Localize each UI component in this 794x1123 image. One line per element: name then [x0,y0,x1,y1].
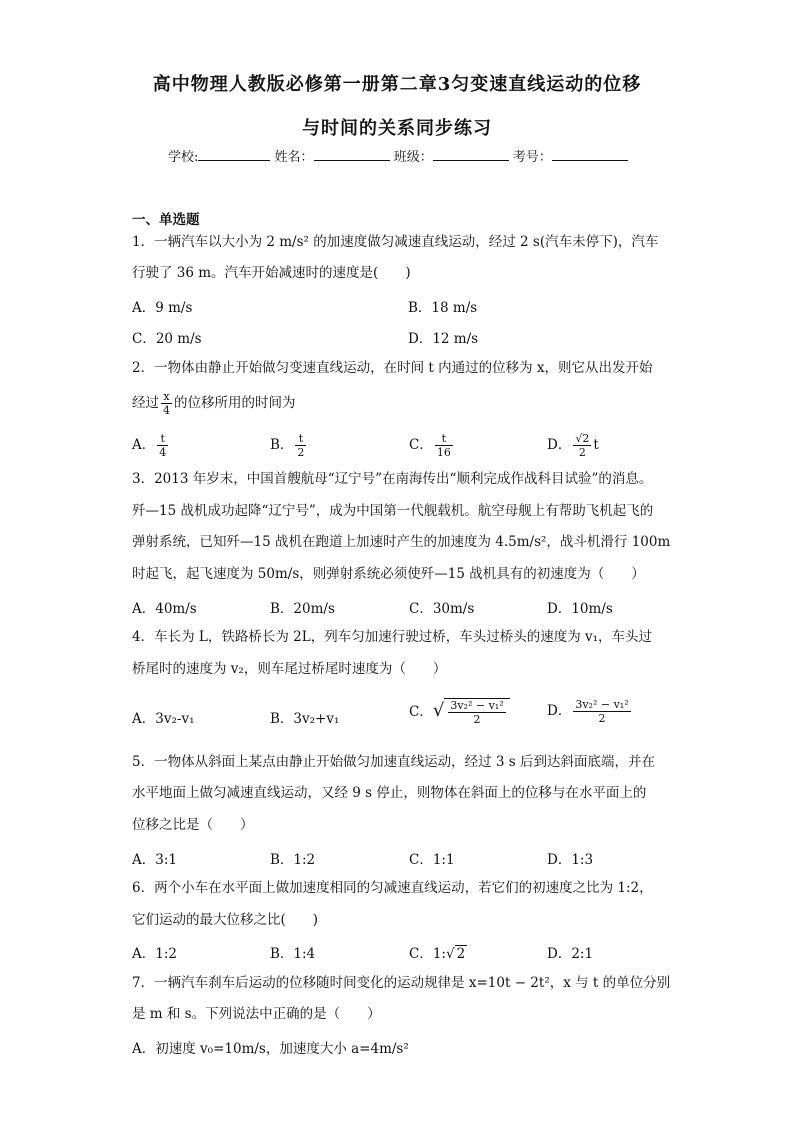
q4-d-frac [573,698,630,725]
q6-option-c [409,942,467,962]
q6-line2: 它们运动的最大位移之比( ) [132,912,319,928]
q4-c-radical-icon: √ [432,700,445,721]
class-label: 班级： [393,150,433,165]
q1-line2: 行驶了 36 m。汽车开始减速时的速度是( ) [132,265,411,281]
q2-a-num: t [157,432,168,446]
q4-line1: 4．车长为 L，铁路桥长为 2L，列车匀加速行驶过桥，车头过桥头的速度为 v₁，车头过 [132,629,653,645]
q2-b-num: t [295,432,306,446]
q2-a-den: 4 [159,446,167,459]
section-heading: 一、单选题 [132,212,200,228]
q2-d-frac [573,432,591,459]
q2-option-d [547,432,599,459]
q2-line2 [132,390,296,417]
q6-c-radicand: 2 [456,946,466,962]
q2-frac-num: x [161,390,172,404]
q6-line1: 6．两个小车在水平面上做加速度相同的匀减速直线运动，若它们的初速度之比为 1:2， [132,880,653,896]
q2-fraction [161,390,172,417]
q4-c-radicand [444,698,509,726]
q2-b-den: 2 [297,446,305,459]
q7-line1: 7．一辆汽车刹车后运动的位移随时间变化的运动规律是 x=10t − 2t²，x 与 t 的单位分别 [132,975,671,991]
q2-b-label: B． [270,437,294,453]
q7-line2: 是 m 和 s。下列说法中正确的是（ ） [132,1006,381,1022]
q4-option-c [409,698,510,726]
q5-option-b: B．1:2 [270,852,316,868]
class-blank[interactable] [433,148,509,161]
q1-option-d: D．12 m/s [408,331,479,347]
q4-c-label: C． [409,704,433,720]
q4-d-num: 3v₂² − v₁² [575,698,629,711]
student-info-fields [168,146,628,165]
school-label: 学校: [168,150,199,165]
q4-option-a: A．3v₂-v₁ [132,711,195,727]
q4-d-label: D． [547,703,572,719]
q2-b-frac [295,432,306,459]
number-label: 考号： [512,150,552,165]
q3-option-b: B．20m/s [270,601,335,617]
page-title-line2: 与时间的关系同步练习 [302,118,492,139]
q5-option-a: A．3:1 [132,852,177,868]
page-title-line1: 高中物理人教版必修第一册第二章3匀变速直线运动的位移 [152,74,642,95]
q2-c-num: t [435,432,453,446]
school-blank[interactable] [198,148,270,161]
q4-c-den: 2 [473,713,481,726]
q3-option-d: D．10m/s [547,601,613,617]
q4-line2: 桥尾时的速度为 v₂，则车尾过桥尾时速度为（ ） [132,661,447,677]
q6-option-a: A．1:2 [132,946,177,962]
q3-option-a: A．40m/s [132,601,197,617]
q2-frac-den: 4 [163,404,170,417]
q2-line2-pre: 经过 [132,395,159,411]
q4-c-num: 3v₂² − v₁² [450,699,504,712]
q2-d-label: D． [547,437,572,453]
q2-d-post: t [593,437,599,453]
q2-line2-post: 的位移所用的时间为 [174,395,296,411]
q4-option-d [547,698,633,725]
q2-d-den: 2 [578,446,586,459]
q5-option-d: D．1:3 [547,852,594,868]
q5-line2: 水平地面上做匀减速直线运动，又经 9 s 停止，则物体在斜面上的位移与在水平面上的 [132,785,647,801]
q2-a-label: A． [132,437,156,453]
q5-line1: 5．一物体从斜面上某点由静止开始做匀加速直线运动，经过 3 s 后到达斜面底端，并在 [132,754,655,770]
q2-line1: 2．一物体由静止开始做匀变速直线运动，在时间 t 内通过的位移为 x，则它从出发开始 [132,360,653,376]
q2-option-a [132,432,170,459]
q2-option-b [270,432,308,459]
q2-c-frac [435,432,453,459]
name-blank[interactable] [314,148,390,161]
q3-line1: 3．2013 年岁末，中国首艘航母“辽宁号”在南海传出“顺利完成作战科目试验”的消息。 [132,471,653,487]
q5-option-c: C．1:1 [409,852,455,868]
q2-a-frac [157,432,168,459]
q6-c-radical-icon: √ [445,946,455,962]
q2-option-c [409,432,455,459]
q6-option-b: B．1:4 [270,946,316,962]
q3-option-c: C．30m/s [409,601,475,617]
q4-option-b: B．3v₂+v₁ [270,711,340,727]
q2-c-label: C． [409,437,433,453]
q6-c-label: C．1: [409,946,446,962]
q2-d-num: √2 [575,432,590,445]
q1-option-c: C．20 m/s [132,331,202,347]
q2-c-den: 16 [436,446,451,459]
q3-line2: 歼—15 战机成功起降“辽宁号”，成为中国第一代舰载机。航空母舰上有帮助飞机起飞的 [132,503,654,519]
q4-c-frac [448,699,505,726]
q1-option-b: B．18 m/s [408,300,478,316]
q6-option-d: D．2:1 [547,946,594,962]
name-label: 姓名： [274,150,314,165]
q1-option-a: A．9 m/s [132,300,193,316]
number-blank[interactable] [552,148,628,161]
q4-d-den: 2 [598,712,606,725]
q5-line3: 位移之比是（ ） [132,817,254,833]
q7-option-a: A．初速度 v₀=10m/s，加速度大小 a=4m/s² [132,1041,409,1057]
q3-line3: 弹射系统，已知歼—15 战机在跑道上加速时产生的加速度为 4.5m/s²，战斗机滑行 100m [132,534,671,550]
q3-line4: 时起飞，起飞速度为 50m/s，则弹射系统必须使歼—15 战机具有的初速度为（ ） [132,566,645,582]
q1-line1: 1．一辆汽车以大小为 2 m/s² 的加速度做匀减速直线运动，经过 2 s(汽车未停下)，汽车 [132,234,659,250]
